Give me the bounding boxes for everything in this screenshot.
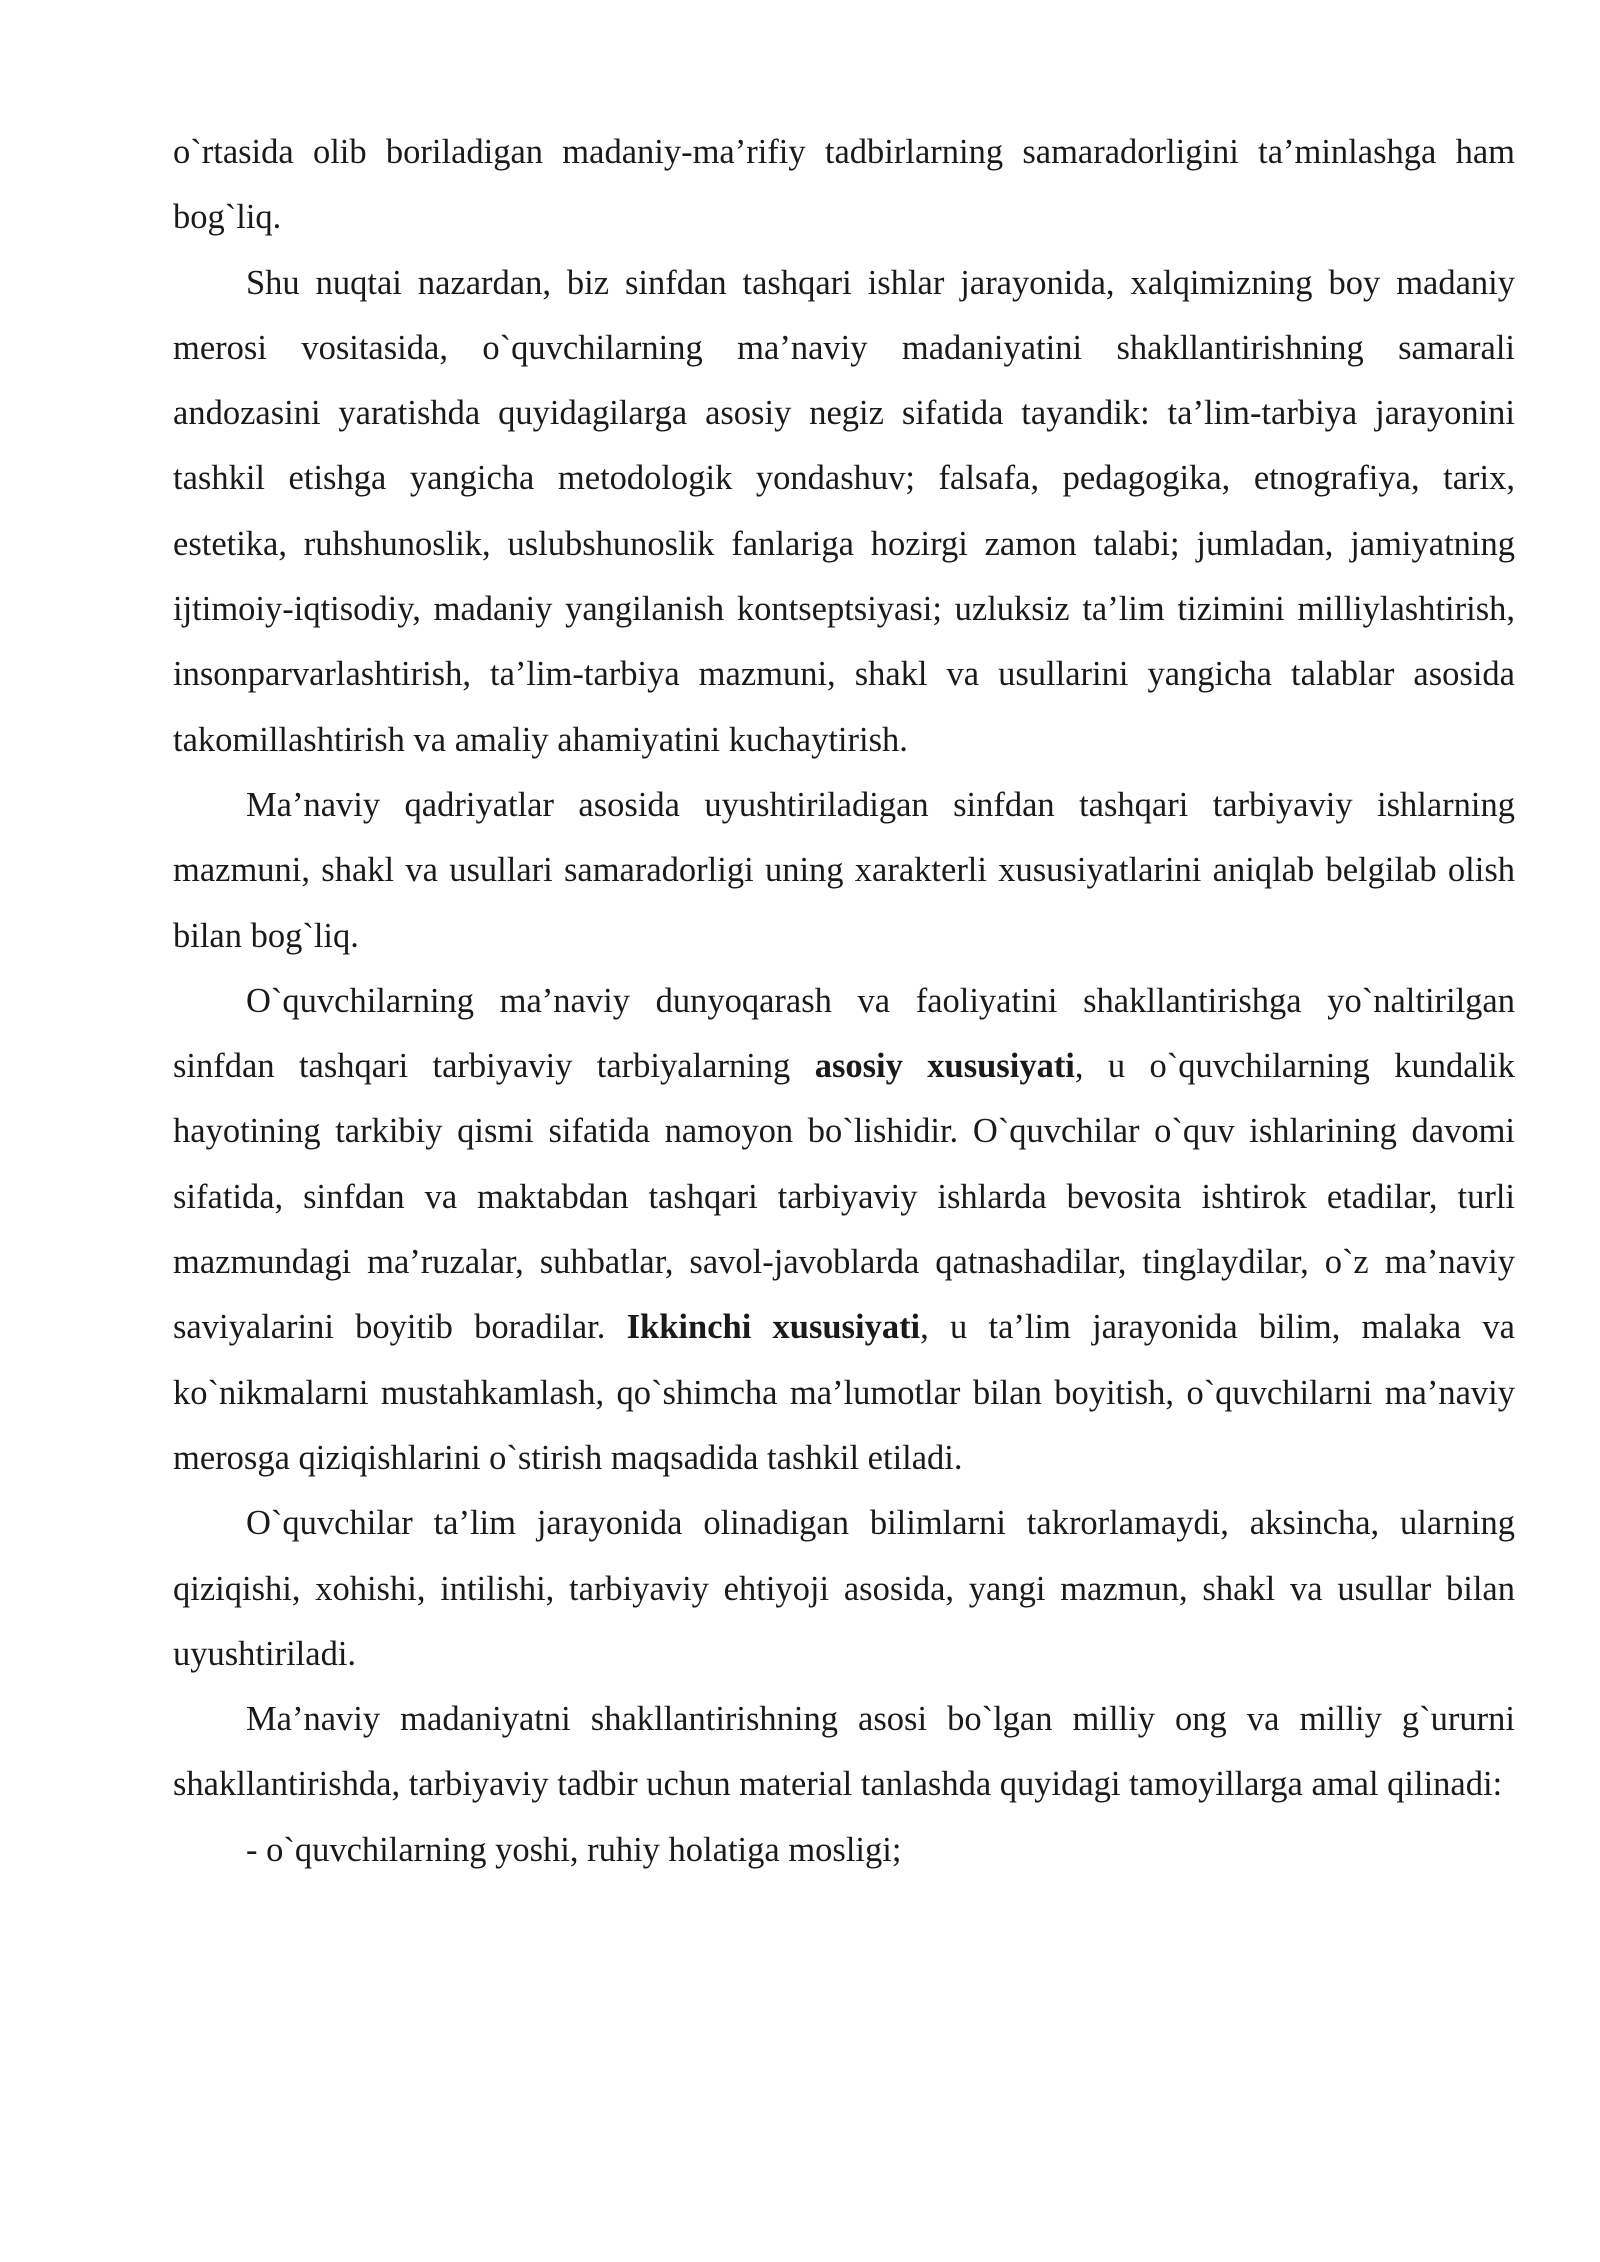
paragraph-text: o`rtasida olib boriladigan madaniy-ma’rifiy tadbirlarning samaradorligini ta’minlashga ham bog`liq. [173,133,1515,237]
document-page [173,120,1515,1883]
paragraph-text: , u ta’lim jarayonida bilim, malaka va ko`nikmalarni mustahkamlash, qo`shimcha ma’lumotlar bilan boyitish, o`quvchilarni ma’naviy merosga qiziqishlarini o`stirish maqsadida tashkil etiladi. [173,1308,1515,1477]
paragraph-text: Ma’naviy madaniyatni shakllantirishning asosi bo`lgan milliy ong va milliy g`ururni shakllantirishda, tarbiyaviy tadbir uchun material tanlashda quyidagi tamoyillarga amal qilinadi: [173,1700,1515,1804]
paragraph-interests [173,1491,1515,1687]
paragraph-principles [173,1687,1515,1818]
paragraph-text: , u o`quvchilarning kundalik hayotining tarkibiy qismi sifatida namoyon bo`lishidir. O`quvchilar o`quv ishlarining davomi sifatida, sinfdan va maktabdan tashqari tarbiyaviy ishlarda bevosita ishtirok etadilar, turli mazmundagi ma’ruzalar, suhbatlar, savol-javoblarda qatnashadilar, tinglaydilar, o`z ma’naviy saviyalarini boyitib boradilar. [173,1047,1516,1347]
paragraph-text: O`quvchilar ta’lim jarayonida olinadigan bilimlarni takrorlamaydi, aksincha, ularning qiziqishi, xohishi, intilishi, tarbiyaviy ehtiyoji asosida, yangi mazmun, shakl va usullar bilan uyushtiriladi. [173,1504,1515,1673]
paragraph-effectiveness [173,773,1515,969]
paragraph-text: Shu nuqtai nazardan, biz sinfdan tashqari ishlar jarayonida, xalqimizning boy madaniy merosi vositasida, o`quvchilarning ma’naviy madaniyatini shakllantirishning samarali andozasini yaratishda quyidagilarga asosiy negiz sifatida tayandik: ta’lim-tarbiya jarayonini tashkil etishga yangicha metodologik yondashuv; falsafa, pedagogika, etnografiya, tarix, estetika, ruhshunoslik, uslubshunoslik fanlariga hozirgi zamon talabi; jumladan, jamiyatning ijtimoiy-iqtisodiy, madaniy yangilanish kontseptsiyasi; uzluksiz ta’lim tizimini milliylashtirish, insonparvarlashtirish, ta’lim-tarbiya mazmuni, shakl va usullarini yangicha talablar asosida takomillashtirish va amaliy ahamiyatini kuchaytirish. [173,263,1515,759]
bold-term-second-feature: Ikkinchi xususiyati [626,1308,921,1347]
list-item-text: - o`quvchilarning yoshi, ruhiy holatiga mosligi; [246,1830,902,1869]
bold-term-main-feature: asosiy xususiyati [814,1047,1075,1086]
paragraph-features [173,969,1515,1491]
paragraph-continuation [173,120,1515,251]
paragraph-methodology-basis [173,251,1515,773]
list-item-principle [173,1818,1515,1883]
paragraph-text: O`quvchilarning ma’naviy dunyoqarash va faoliyatini shakllantirishga yo`naltirilgan sinfdan tashqari tarbiyaviy tarbiyalarning [173,981,1515,1086]
paragraph-text: Ma’naviy qadriyatlar asosida uyushtiriladigan sinfdan tashqari tarbiyaviy ishlarning mazmuni, shakl va usullari samaradorligi uning xarakterli xususiyatlarini aniqlab belgilab olish bilan bog`liq. [173,785,1515,955]
